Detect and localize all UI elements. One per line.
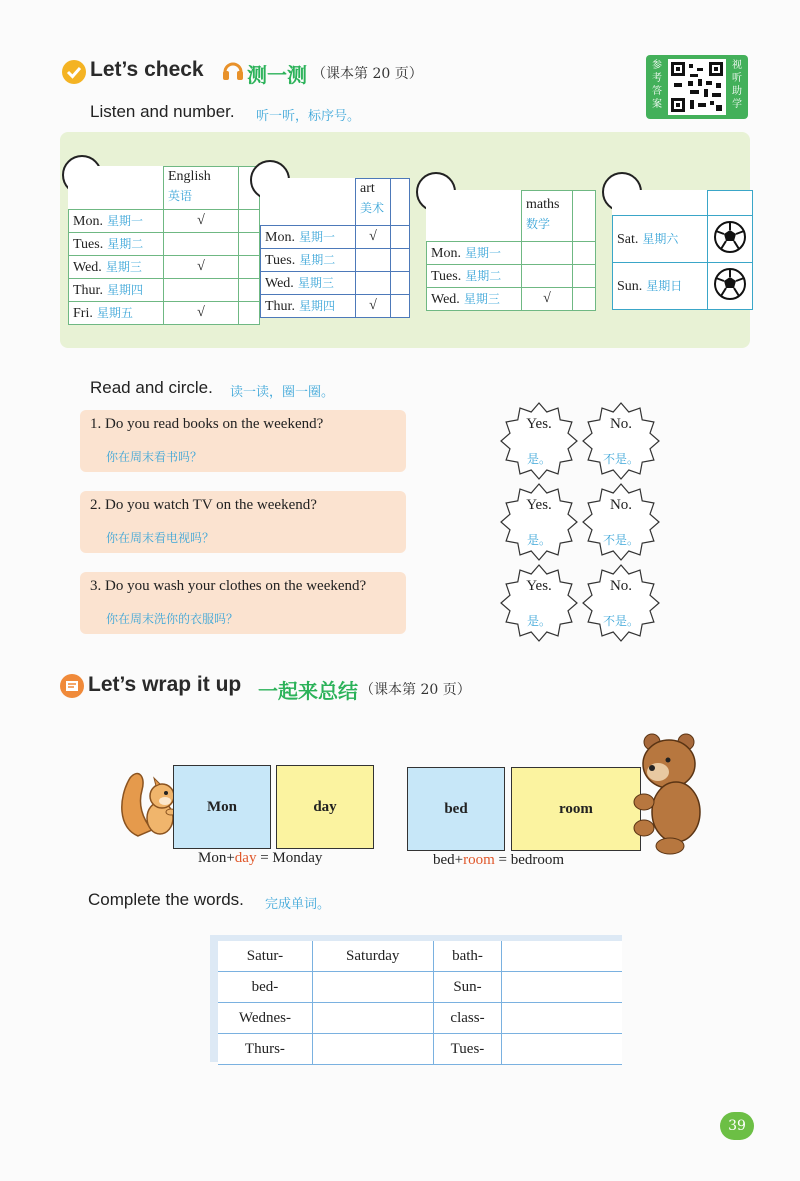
textbook-page-ref: （课本第 20 页） bbox=[312, 66, 423, 82]
table-row: Thur. 星期四 √ bbox=[261, 295, 410, 318]
answer-yes-starburst[interactable] bbox=[500, 402, 578, 480]
read-instruction: Read and circle. bbox=[90, 378, 213, 397]
answer-label: No. bbox=[609, 416, 633, 432]
answer-yes-starburst[interactable] bbox=[500, 564, 578, 642]
qr-label-right: 视听助学 bbox=[732, 60, 742, 110]
answer-label: No. bbox=[609, 497, 633, 513]
complete-instruction: Complete the words. bbox=[88, 890, 244, 909]
table-row: Tues. 星期二 bbox=[69, 233, 260, 256]
word-part-box: bed bbox=[407, 767, 505, 851]
question-1: 1. Do you read books on the weekend? 你在周末看书吗？ bbox=[80, 410, 406, 472]
table-row: Tues. 星期二 bbox=[261, 249, 410, 272]
answer-no-starburst[interactable] bbox=[582, 402, 660, 480]
word-stem: Tues- bbox=[433, 1034, 502, 1065]
answer-blank[interactable] bbox=[312, 1034, 433, 1065]
answer-label: Yes. bbox=[526, 497, 552, 513]
compound-equation-left: Mon+day = Monday bbox=[198, 850, 323, 866]
tick-mark: √ bbox=[356, 226, 391, 249]
table-row bbox=[218, 1003, 622, 1034]
word-part-box: day bbox=[276, 765, 374, 849]
answer-blank[interactable] bbox=[502, 1034, 622, 1065]
soccer-ball-icon bbox=[708, 263, 753, 310]
tick-mark: √ bbox=[522, 288, 573, 311]
section-title-check-cn: 测一测 bbox=[247, 65, 307, 87]
answer-blank[interactable] bbox=[312, 1003, 433, 1034]
word-part-box: Mon bbox=[173, 765, 271, 849]
answer-no-starburst[interactable] bbox=[582, 483, 660, 561]
word-stem: Thurs- bbox=[218, 1034, 312, 1065]
listen-instruction: Listen and number. bbox=[90, 102, 235, 121]
question-3: 3. Do you wash your clothes on the weekend? 你在周末洗你的衣服吗？ bbox=[80, 572, 406, 634]
answer-blank[interactable] bbox=[502, 941, 622, 972]
table-row: Tues. 星期二 bbox=[427, 265, 596, 288]
subject-label-cn: 数学 bbox=[526, 217, 551, 231]
table-row: Fri. 星期五 √ bbox=[69, 302, 260, 325]
answer-blank[interactable]: Saturday bbox=[312, 941, 433, 972]
tick-mark: √ bbox=[356, 295, 391, 318]
timetable-weekend bbox=[612, 190, 753, 310]
tick-mark: √ bbox=[164, 256, 239, 279]
tick-mark: √ bbox=[164, 302, 239, 325]
table-row bbox=[218, 1034, 622, 1065]
table-row: Wed. 星期三 √ bbox=[427, 288, 596, 311]
subject-label: English bbox=[168, 169, 211, 184]
question-2: 2. Do you watch TV on the weekend? 你在周末看电视吗？ bbox=[80, 491, 406, 553]
table-row: Sat. 星期六 bbox=[613, 216, 753, 263]
word-stem: bed- bbox=[218, 972, 312, 1003]
timetable-art bbox=[260, 178, 410, 318]
listen-instruction-cn: 听一听，标序号。 bbox=[256, 109, 361, 124]
word-part-box: room bbox=[511, 767, 641, 851]
answer-label: Yes. bbox=[526, 578, 552, 594]
table-row: Mon. 星期一 √ bbox=[261, 226, 410, 249]
answer-yes-starburst[interactable] bbox=[500, 483, 578, 561]
timetable-english bbox=[68, 166, 260, 325]
answer-label-cn: 不是。 bbox=[602, 533, 639, 547]
soccer-ball-icon bbox=[708, 216, 753, 263]
bear-illustration bbox=[630, 732, 710, 856]
compound-equation-right: bed+room = bedroom bbox=[433, 852, 565, 868]
word-stem: Sun- bbox=[433, 972, 502, 1003]
table-row: Wed. 星期三 bbox=[261, 272, 410, 295]
subject-label: maths bbox=[526, 197, 560, 212]
answer-blank[interactable] bbox=[502, 1003, 622, 1034]
complete-words-panel bbox=[210, 935, 622, 1062]
answer-blank[interactable] bbox=[502, 972, 622, 1003]
timetable-maths bbox=[426, 190, 596, 311]
answer-label-cn: 不是。 bbox=[602, 452, 639, 466]
answer-blank[interactable] bbox=[312, 972, 433, 1003]
word-stem: class- bbox=[433, 1003, 502, 1034]
subject-label-cn: 英语 bbox=[168, 189, 193, 203]
table-row bbox=[218, 972, 622, 1003]
complete-instruction-cn: 完成单词。 bbox=[265, 897, 331, 912]
read-instruction-cn: 读一读，圈一圈。 bbox=[230, 385, 335, 400]
section-title-wrap-cn: 一起来总结 bbox=[258, 681, 358, 703]
qr-code-block[interactable] bbox=[646, 55, 748, 119]
answer-label-cn: 不是。 bbox=[602, 614, 639, 628]
headphones-icon bbox=[222, 58, 244, 82]
answer-no-starburst[interactable] bbox=[582, 564, 660, 642]
word-stem: Satur- bbox=[218, 941, 312, 972]
table-row: Mon. 星期一 bbox=[427, 242, 596, 265]
check-icon bbox=[62, 60, 86, 84]
answer-label: Yes. bbox=[526, 416, 552, 432]
pencil-note-icon bbox=[60, 674, 84, 698]
section-title-wrap: Let’s wrap it up bbox=[88, 673, 242, 696]
subject-label-cn: 美术 bbox=[360, 201, 385, 215]
answer-label-cn: 是。 bbox=[526, 452, 551, 466]
word-stem: Wednes- bbox=[218, 1003, 312, 1034]
table-row: Thur. 星期四 bbox=[69, 279, 260, 302]
squirrel-illustration bbox=[116, 768, 180, 840]
section-title-check: Let’s check bbox=[90, 58, 204, 81]
tick-mark: √ bbox=[164, 210, 239, 233]
textbook-page-ref: （课本第 20 页） bbox=[360, 682, 471, 698]
complete-words-table bbox=[218, 941, 622, 1065]
table-row bbox=[218, 941, 622, 972]
table-row: Sun. 星期日 bbox=[613, 263, 753, 310]
table-row: Wed. 星期三 √ bbox=[69, 256, 260, 279]
table-row: Mon. 星期一 √ bbox=[69, 210, 260, 233]
page-number: 39 bbox=[720, 1112, 754, 1140]
answer-label-cn: 是。 bbox=[526, 614, 551, 628]
subject-label: art bbox=[360, 181, 375, 196]
word-stem: bath- bbox=[433, 941, 502, 972]
qr-code-icon bbox=[668, 59, 726, 115]
answer-label-cn: 是。 bbox=[526, 533, 551, 547]
answer-label: No. bbox=[609, 578, 633, 594]
qr-label-left: 参考答案 bbox=[652, 60, 662, 110]
